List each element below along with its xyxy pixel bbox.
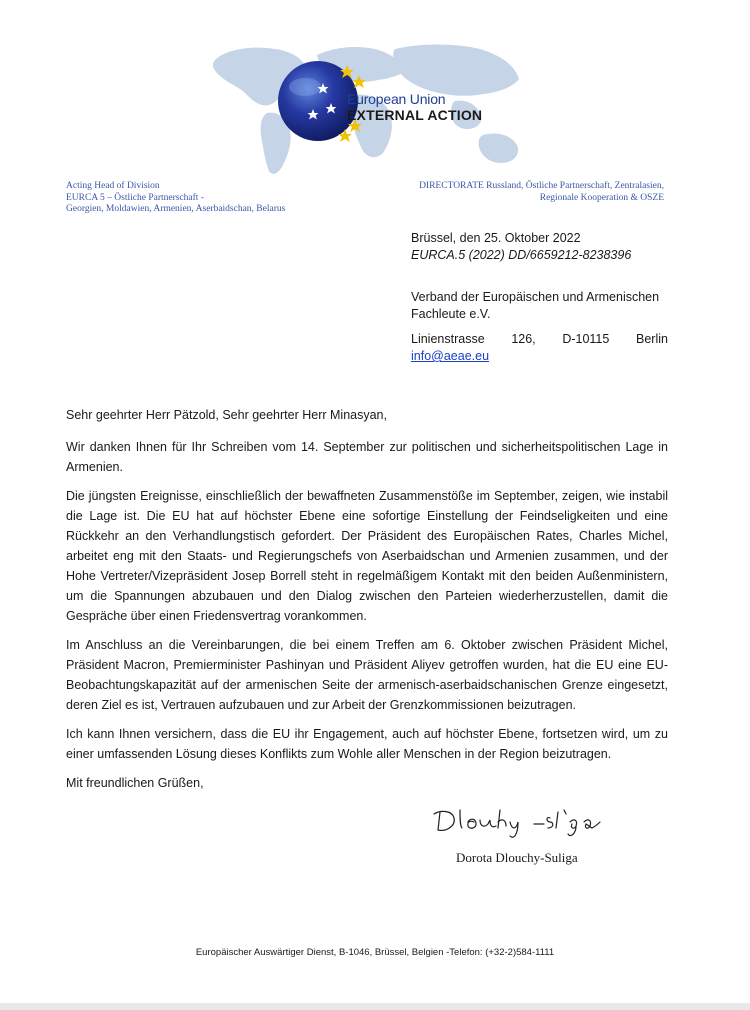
- logo-line-european-union: European Union: [347, 91, 446, 107]
- recipient-line2: Fachleute e.V.: [411, 307, 491, 321]
- sender-division-block: [66, 181, 366, 216]
- date-reference-block: [411, 230, 668, 264]
- recipient-street-line: [411, 331, 668, 348]
- recipient-city: Berlin: [636, 332, 668, 346]
- letter-reference: EURCA.5 (2022) DD/6659212-8238396: [411, 248, 632, 262]
- eu-external-action-logo: [205, 35, 535, 185]
- recipient-name-block: [411, 289, 668, 323]
- handwritten-signature: [430, 800, 630, 840]
- paragraph-4: Ich kann Ihnen versichern, dass die EU ihr Engagement, auch auf höchster Ebene, fortsetzen wird, um zu einer umfassenden Lösung dieses Konflikts zum Wohle aller Menschen in der Region beizutragen.: [66, 727, 668, 761]
- sender-title: Acting Head of Division: [66, 181, 160, 191]
- recipient-number: 126,: [511, 332, 536, 346]
- letter-body: [66, 405, 668, 802]
- closing: Mit freundlichen Grüßen,: [66, 776, 204, 790]
- directorate-line2: Regionale Kooperation & OSZE: [539, 192, 664, 203]
- signature-icon: [430, 800, 630, 840]
- paragraph-3: Im Anschluss an die Vereinbarungen, die bei einem Treffen am 6. Oktober zwischen Präsident Michel, Präsident Macron, Premierminister Pashinyan und Präsident Aliyev getroffen wurden, hat die EU eine EU-Beobachtungskapazität auf der armenischen Seite der armenisch-aserbaidschanischen Grenze eingesetzt, deren Ziel es ist, Vertrauen aufzubauen und zur Arbeit der Grenzkommissionen beizutragen.: [66, 638, 668, 712]
- recipient-email-link[interactable]: info@aeae.eu: [411, 349, 490, 363]
- paragraph-1: Wir danken Ihnen für Ihr Schreiben vom 14. September zur politischen und sicherheitspolitischen Lage in Armenien.: [66, 440, 668, 474]
- paragraph-2: Die jüngsten Ereignisse, einschließlich der bewaffneten Zusammenstöße im September, zeigen, wie instabil die Lage ist. Die EU hat auf höchster Ebene eine sofortige Einstellung der Feindseligkeiten und eine Rückkehr an den Verhandlungstisch gefordert. Der Präsident des Europäischen Rates, Charles Michel, arbeitet eng mit den Staats- und Regierungschefs von Aserbaidschan und Armenien zusammen, und der Hohe Vertreter/Vizepräsident Josep Borrell steht in regelmäßigem Kontakt mit den beiden Außenministern, um die Spannungen abzubauen und den Dialog zwischen den Parteien wiederherzustellen, damit die Gespräche über einen Friedensvertrag vorankommen.: [66, 489, 668, 623]
- sender-countries: Georgien, Moldawien, Armenien, Aserbaidschan, Belarus: [66, 204, 286, 214]
- directorate-line1: DIRECTORATE Russland, Östliche Partnerschaft, Zentralasien,: [419, 181, 664, 191]
- logo-line-external-action: EXTERNAL ACTION: [347, 107, 483, 123]
- directorate-block: [334, 181, 664, 204]
- signatory-name: Dorota Dlouchy-Suliga: [456, 850, 578, 865]
- salutation: Sehr geehrter Herr Pätzold, Sehr geehrter Herr Minasyan,: [66, 408, 387, 422]
- recipient-line1: Verband der Europäischen und Armenischen: [411, 290, 660, 304]
- page-bottom-edge: [0, 1003, 750, 1010]
- page-footer: Europäischer Auswärtiger Dienst, B-1046, Brüssel, Belgien -Telefon: (+32-2)584-1111: [195, 947, 555, 958]
- letter-date: Brüssel, den 25. Oktober 2022: [411, 231, 581, 245]
- recipient-postcode: D-10115: [562, 332, 610, 346]
- sender-division: EURCA 5 – Östliche Partnerschaft -: [66, 192, 204, 203]
- recipient-street: Linienstrasse: [411, 332, 485, 346]
